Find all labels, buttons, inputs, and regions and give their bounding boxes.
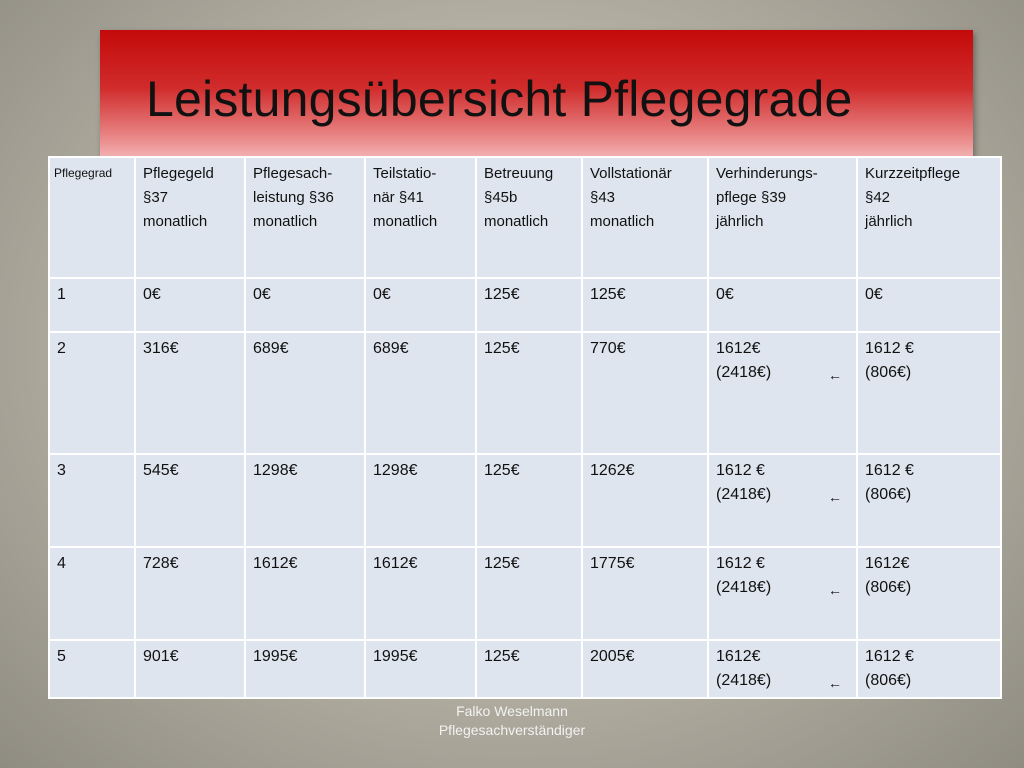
header-pflegesachleistung: [246, 158, 364, 277]
cell-sachleistung: 1995€: [246, 641, 364, 697]
header-text: §42: [865, 189, 891, 206]
cell-vollstationaer: 2005€: [583, 641, 707, 697]
cell-sachleistung: 1298€: [246, 455, 364, 546]
cell-betreuung: 125€: [477, 548, 581, 639]
cell-grad: 2: [50, 333, 134, 453]
header-text: jährlich: [865, 213, 913, 230]
value-text: 1612 €: [716, 555, 765, 572]
arrow-left-icon: ←: [828, 367, 842, 383]
value-text: (2418€): [716, 364, 772, 381]
header-text: Teilstatio-: [373, 165, 437, 182]
cell-pflegegeld: 316€: [136, 333, 244, 453]
cell-verhinderung: [709, 641, 856, 697]
cell-vollstationaer: 1775€: [583, 548, 707, 639]
cell-grad: 4: [50, 548, 134, 639]
value-text: (806€): [865, 364, 912, 381]
header-text: §45b: [484, 189, 518, 206]
value-text: (806€): [865, 579, 912, 596]
cell-sachleistung: 0€: [246, 279, 364, 331]
footer-role: Pflegesachverständiger: [438, 722, 586, 738]
value-text: 1612€: [716, 340, 761, 357]
header-text: leistung §36: [253, 189, 334, 206]
cell-kurzzeit: [858, 548, 1000, 639]
header-text: §37: [143, 189, 169, 206]
header-text: när §41: [373, 189, 424, 206]
cell-teilstationaer: 1995€: [366, 641, 475, 697]
value-text: (2418€): [716, 672, 772, 689]
cell-verhinderung: [709, 333, 856, 453]
table-row: [50, 279, 1000, 331]
header-kurzzeitpflege: [858, 158, 1000, 277]
header-text: jährlich: [716, 213, 764, 230]
cell-grad: 3: [50, 455, 134, 546]
cell-pflegegeld: 728€: [136, 548, 244, 639]
value-text: 1612€: [716, 648, 761, 665]
cell-betreuung: 125€: [477, 279, 581, 331]
cell-betreuung: 125€: [477, 641, 581, 697]
header-text: monatlich: [484, 213, 549, 230]
header-text: monatlich: [253, 213, 318, 230]
table-row: [50, 455, 1000, 546]
slide-title: Leistungsübersicht Pflegegrade: [146, 71, 853, 127]
cell-betreuung: 125€: [477, 455, 581, 546]
value-text: 0€: [716, 286, 734, 303]
cell-verhinderung: [709, 548, 856, 639]
header-pflegegrad: [50, 158, 134, 277]
cell-verhinderung: [709, 455, 856, 546]
arrow-left-icon: ←: [828, 675, 842, 691]
cell-teilstationaer: 1298€: [366, 455, 475, 546]
table-row: [50, 333, 1000, 453]
header-vollstationaer: [583, 158, 707, 277]
cell-verhinderung: [709, 279, 856, 331]
cell-pflegegeld: 901€: [136, 641, 244, 697]
header-betreuung: [477, 158, 581, 277]
cell-grad: 1: [50, 279, 134, 331]
title-banner: [100, 30, 973, 158]
value-text: 1612€: [865, 555, 910, 572]
header-text: Pflegesach-: [253, 165, 333, 182]
cell-betreuung: 125€: [477, 333, 581, 453]
cell-sachleistung: 1612€: [246, 548, 364, 639]
footer-author: Falko Weselmann: [456, 703, 568, 719]
header-text: Pflegegeld: [143, 165, 214, 182]
header-text: monatlich: [143, 213, 208, 230]
header-text: Verhinderungs-: [716, 165, 818, 182]
cell-kurzzeit: [858, 279, 1000, 331]
cell-kurzzeit: [858, 641, 1000, 697]
value-text: (806€): [865, 672, 912, 689]
table-row: [50, 641, 1000, 697]
header-text: §43: [590, 189, 616, 206]
header-text: monatlich: [373, 213, 438, 230]
header-text: Vollstationär: [590, 165, 672, 182]
value-text: 1612 €: [716, 462, 765, 479]
value-text: 1612 €: [865, 340, 914, 357]
header-pflegegeld: [136, 158, 244, 277]
arrow-left-icon: ←: [828, 582, 842, 598]
cell-teilstationaer: 689€: [366, 333, 475, 453]
cell-sachleistung: 689€: [246, 333, 364, 453]
value-text: 1612 €: [865, 462, 914, 479]
header-text: monatlich: [590, 213, 655, 230]
cell-vollstationaer: 1262€: [583, 455, 707, 546]
table-header-row: [50, 158, 1000, 277]
cell-kurzzeit: [858, 333, 1000, 453]
header-text: Betreuung: [484, 165, 554, 182]
cell-grad: 5: [50, 641, 134, 697]
cell-pflegegeld: 0€: [136, 279, 244, 331]
header-verhinderungspflege: [709, 158, 856, 277]
footer: [0, 702, 1024, 740]
cell-pflegegeld: 545€: [136, 455, 244, 546]
value-text: 1612 €: [865, 648, 914, 665]
header-text: pflege §39: [716, 189, 787, 206]
header-text: Pflegegrad: [54, 166, 113, 180]
header-text: Kurzzeitpflege: [865, 165, 961, 182]
value-text: (2418€): [716, 486, 772, 503]
table-row: [50, 548, 1000, 639]
cell-vollstationaer: 125€: [583, 279, 707, 331]
value-text: (806€): [865, 486, 912, 503]
arrow-left-icon: ←: [828, 489, 842, 505]
cell-teilstationaer: 1612€: [366, 548, 475, 639]
cell-kurzzeit: [858, 455, 1000, 546]
header-teilstationaer: [366, 158, 475, 277]
value-text: 0€: [865, 286, 883, 303]
cell-vollstationaer: 770€: [583, 333, 707, 453]
benefits-table: [48, 156, 1002, 699]
value-text: (2418€): [716, 579, 772, 596]
cell-teilstationaer: 0€: [366, 279, 475, 331]
